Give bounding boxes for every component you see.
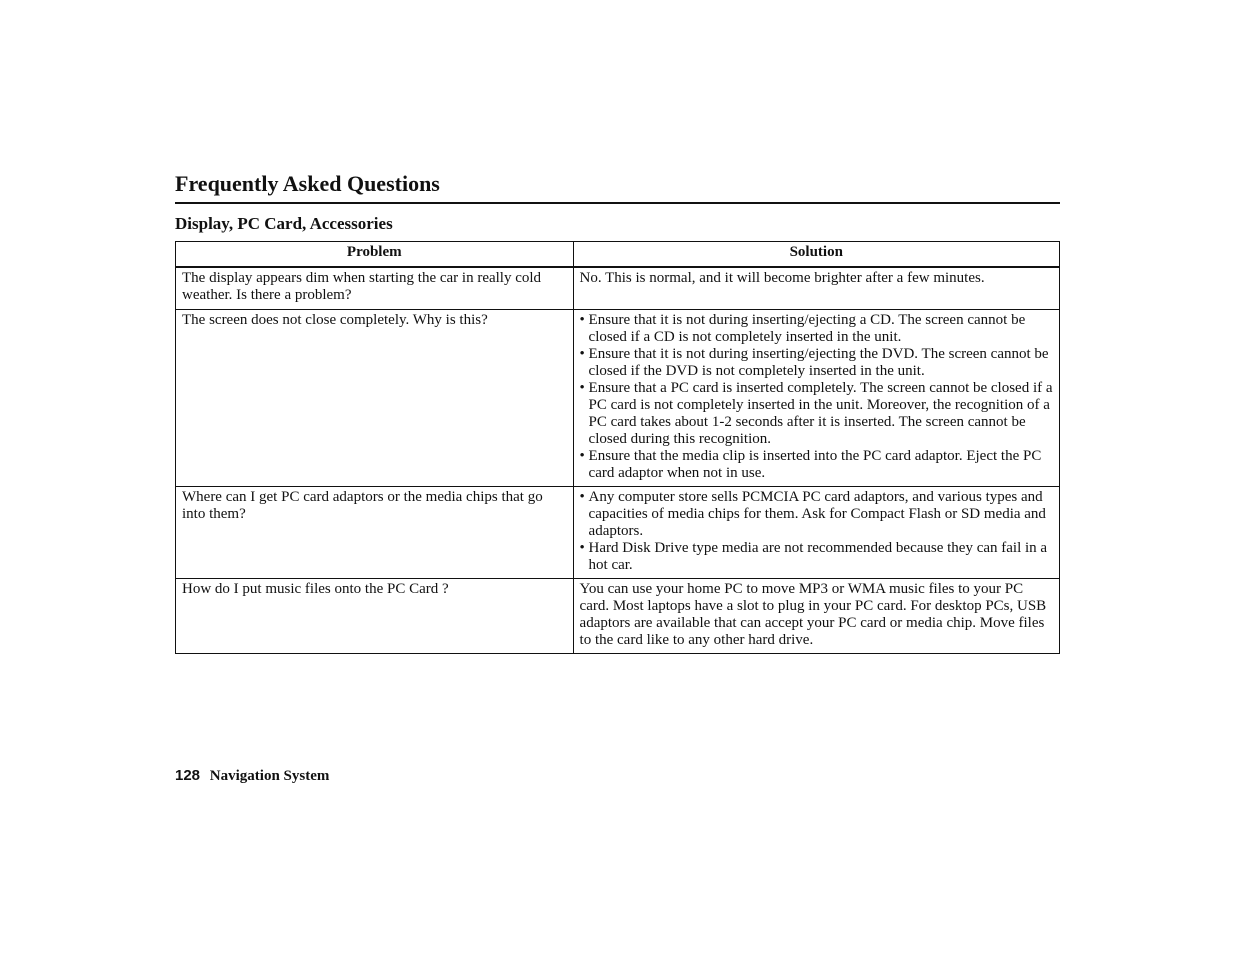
- table-row: [176, 267, 1060, 309]
- solution-bullet: • Ensure that it is not during inserting/ejecting a CD. The screen cannot be closed if a CD is not completely inserted in the unit.: [579, 311, 1026, 345]
- solution-bullet: • Any computer store sells PCMCIA PC card adaptors, and various types and capacities of media chips for them. Ask for Compact Flash or SD media and adaptors.: [579, 488, 1046, 539]
- table-header-row: [176, 242, 1060, 268]
- faq-table: [175, 241, 1060, 654]
- solution-cell: [573, 309, 1059, 486]
- page-number: 128: [175, 767, 201, 784]
- bullet-icon: •: [579, 447, 585, 464]
- solution-bullet-list: [580, 312, 1053, 482]
- solution-cell: You can use your home PC to move MP3 or WMA music files to your PC card. Most laptops have a slot to plug in your PC card. For desktop PCs, USB adaptors are available that can accept your PC card or media chip. Move files to the card like to any other hard drive.: [573, 578, 1059, 653]
- footer-title: Navigation System: [209, 768, 330, 784]
- bullet-icon: •: [579, 488, 585, 505]
- table-row: [176, 309, 1060, 486]
- problem-cell: Where can I get PC card adaptors or the media chips that go into them?: [176, 486, 574, 578]
- solution-bullet: • Ensure that it is not during inserting/ejecting the DVD. The screen cannot be closed if the DVD is not completely inserted in the unit.: [579, 345, 1049, 379]
- solution-bullet: • Ensure that a PC card is inserted completely. The screen cannot be closed if a PC card is not completely inserted in the unit. Moreover, the recognition of a PC card takes about 1-2 seconds after it is inserted. The screen cannot be closed during this recognition.: [579, 379, 1053, 447]
- page-title: Frequently Asked Questions: [175, 171, 440, 196]
- problem-cell: How do I put music files onto the PC Card ?: [176, 578, 574, 653]
- bullet-icon: •: [579, 345, 585, 362]
- solution-cell: [573, 486, 1059, 578]
- bullet-icon: •: [579, 539, 585, 556]
- bullet-icon: •: [579, 311, 585, 328]
- solution-column-header: Solution: [573, 242, 1059, 268]
- problem-cell: The display appears dim when starting the car in really cold weather. Is there a problem?: [176, 267, 574, 309]
- title-divider: [175, 202, 1060, 204]
- problem-cell: The screen does not close completely. Why is this?: [176, 309, 574, 486]
- page-footer: [175, 766, 329, 786]
- bullet-icon: •: [579, 379, 585, 396]
- problem-column-header: Problem: [176, 242, 574, 268]
- solution-bullet: • Ensure that the media clip is inserted into the PC card adaptor. Eject the PC card adaptor when not in use.: [579, 447, 1042, 481]
- table-row: [176, 578, 1060, 653]
- section-title: Display, PC Card, Accessories: [175, 214, 393, 233]
- solution-cell: No. This is normal, and it will become brighter after a few minutes.: [573, 267, 1059, 309]
- solution-bullet-list: [580, 489, 1053, 574]
- solution-bullet: • Hard Disk Drive type media are not recommended because they can fail in a hot car.: [579, 539, 1048, 573]
- table-row: [176, 486, 1060, 578]
